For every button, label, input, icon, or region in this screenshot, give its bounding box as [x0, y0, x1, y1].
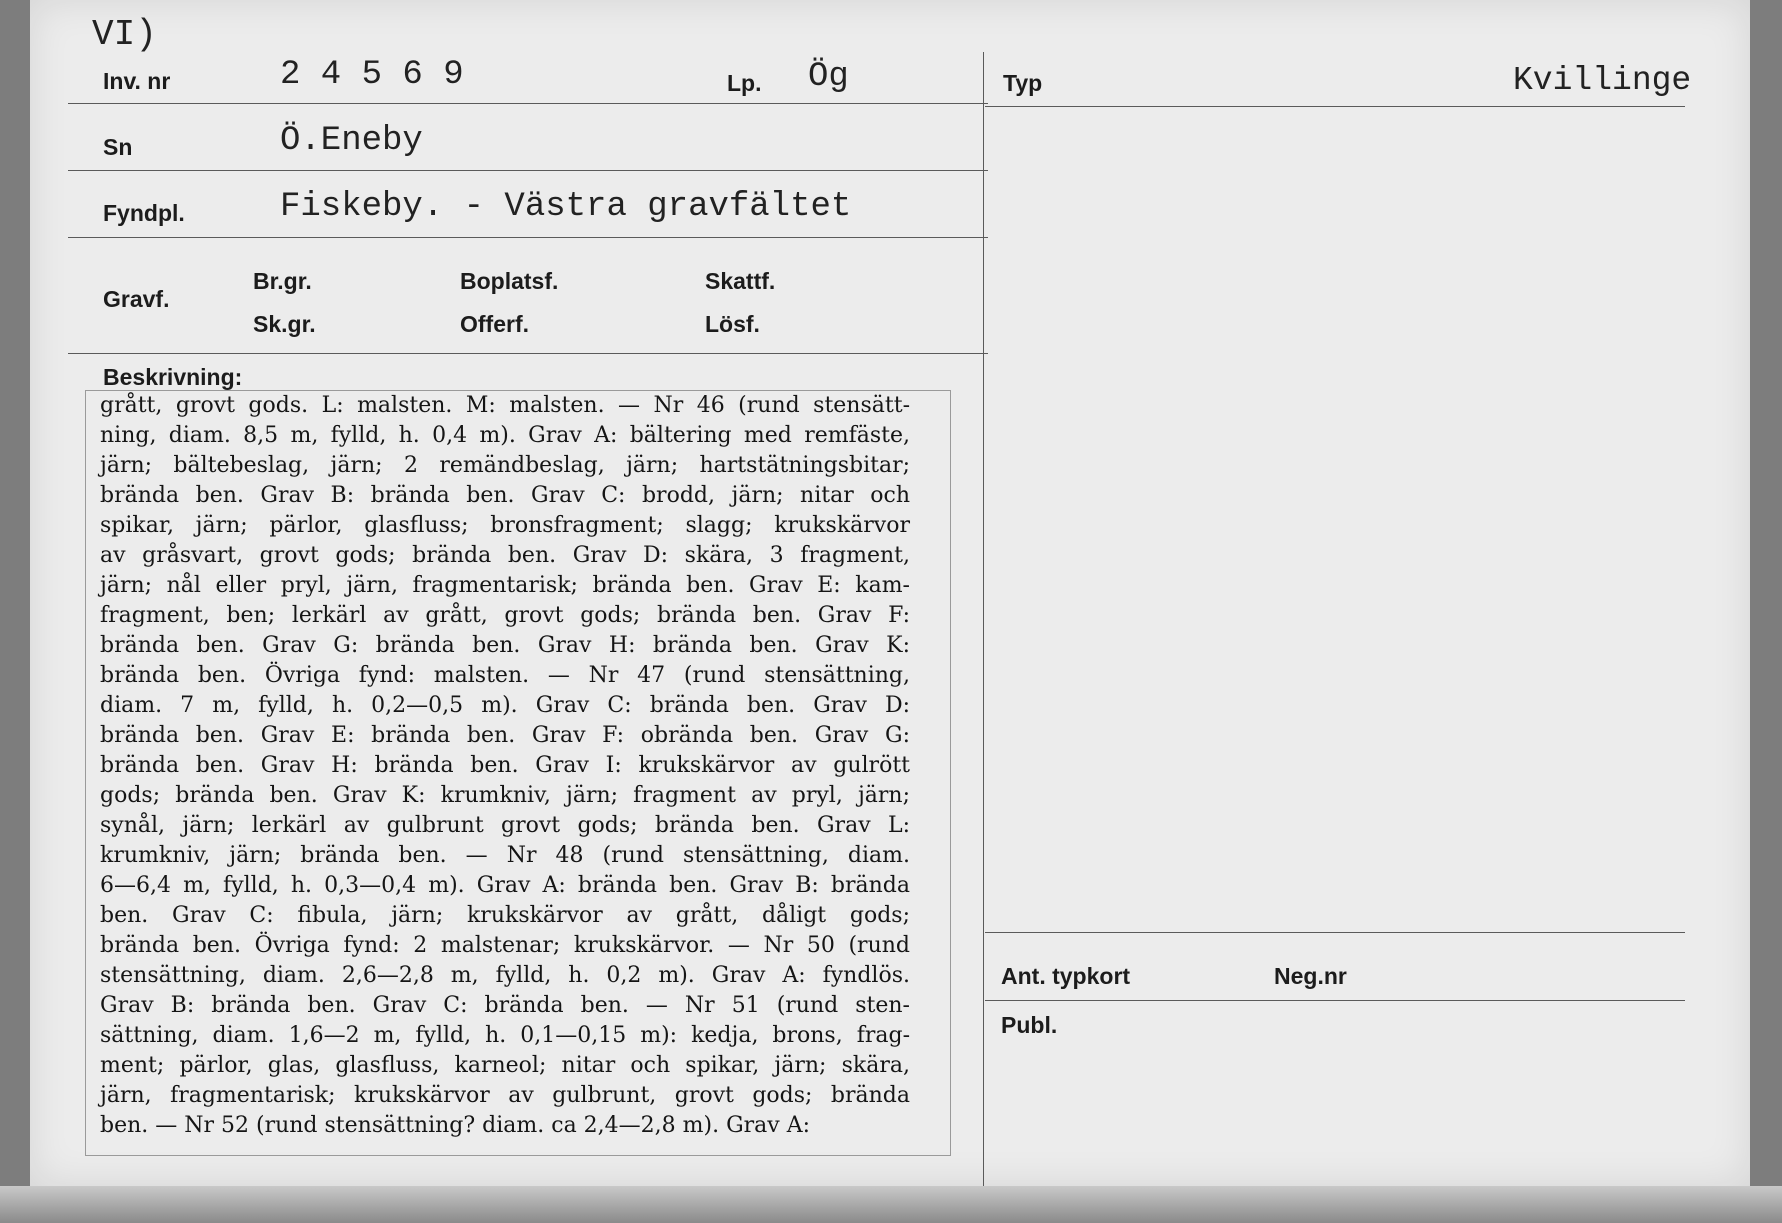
description-line: grått, grovt gods. L: malsten. M: malsten. — Nr 46 (rund stensätt- — [100, 393, 910, 418]
corner-mark: VI) — [92, 14, 157, 55]
description-line: brända ben. Grav E: brända ben. Grav F: obrända ben. Grav G: — [100, 723, 910, 748]
rule-line — [68, 353, 988, 354]
inv-nr-value: 2 4 5 6 9 — [280, 56, 464, 94]
description-line: sättning, diam. 1,6—2 m, fylld, h. 0,1—0,15 m): kedja, brons, frag- — [100, 1023, 910, 1048]
sn-value: Ö.Eneby — [280, 122, 423, 160]
description-line: diam. 7 m, fylld, h. 0,2—0,5 m). Grav C: brända ben. Grav D: — [100, 693, 910, 718]
fyndpl-label: Fyndpl. — [103, 200, 185, 226]
fyndpl-value: Fiskeby. - Västra gravfältet — [280, 188, 852, 226]
description-line: ben. — Nr 52 (rund stensättning? diam. ca 2,4—2,8 m). Grav A: — [100, 1113, 811, 1138]
description-line: synål, järn; lerkärl av gulbrunt grovt gods; brända ben. Grav L: — [100, 813, 910, 838]
description-line: ment; pärlor, glas, glasfluss, karneol; nitar och spikar, järn; skära, — [100, 1053, 910, 1078]
description-line: järn, fragmentarisk; krukskärvor av gulbrunt, grovt gods; brända — [100, 1083, 910, 1108]
lp-value: Ög — [808, 58, 849, 96]
description-line: Grav B: brända ben. Grav C: brända ben. — Nr 51 (rund sten- — [100, 993, 910, 1018]
description-line: brända ben. Övriga fynd: malsten. — Nr 47 (rund stensättning, — [100, 663, 910, 688]
description-line: brända ben. Grav H: brända ben. Grav I: krukskärvor av gulrött — [100, 753, 910, 778]
offerf-label: Offerf. — [460, 311, 529, 337]
description-line: krumkniv, järn; brända ben. — Nr 48 (rund stensättning, diam. — [100, 843, 910, 868]
losf-label: Lösf. — [705, 311, 760, 337]
publ-label: Publ. — [1001, 1012, 1058, 1038]
typ-value: Kvillinge — [1513, 62, 1692, 99]
scan-edge-shadow — [0, 1186, 1782, 1223]
rule-line — [985, 1000, 1685, 1001]
ant-typkort-label: Ant. typkort — [1001, 963, 1131, 989]
skattf-label: Skattf. — [705, 268, 776, 294]
sn-label: Sn — [103, 134, 133, 160]
description-line: av gråsvart, grovt gods; brända ben. Grav D: skära, 3 fragment, — [100, 543, 910, 568]
boplatsf-label: Boplatsf. — [460, 268, 559, 294]
description-line: järn; nål eller pryl, järn, fragmentarisk; brända ben. Grav E: kam- — [100, 573, 910, 598]
inv-nr-label: Inv. nr — [103, 68, 171, 94]
description-line: gods; brända ben. Grav K: krumkniv, järn; fragment av pryl, järn; — [100, 783, 910, 808]
skgr-label: Sk.gr. — [253, 311, 316, 337]
column-divider — [983, 52, 984, 1186]
description-line: brända ben. Grav G: brända ben. Grav H: brända ben. Grav K: — [100, 633, 910, 658]
index-card — [30, 0, 1750, 1186]
rule-line — [68, 103, 988, 104]
rule-line — [68, 237, 988, 238]
description-line: brända ben. Övriga fynd: 2 malstenar; krukskärvor. — Nr 50 (rund — [100, 933, 910, 958]
brgr-label: Br.gr. — [253, 268, 312, 294]
description-line: spikar, järn; pärlor, glasfluss; bronsfragment; slagg; krukskärvor — [100, 513, 910, 538]
description-line: ben. Grav C: fibula, järn; krukskärvor av grått, dåligt gods; — [100, 903, 910, 928]
rule-line — [68, 170, 988, 171]
lp-label: Lp. — [727, 70, 762, 96]
gravf-label: Gravf. — [103, 286, 170, 312]
description-line: järn; bältebeslag, järn; 2 remändbeslag, järn; hartstätningsbitar; — [100, 453, 910, 478]
description-line: ning, diam. 8,5 m, fylld, h. 0,4 m). Grav A: bältering med remfäste, — [100, 423, 910, 448]
neg-nr-label: Neg.nr — [1274, 963, 1347, 989]
beskrivning-label: Beskrivning: — [103, 364, 243, 390]
rule-line — [985, 106, 1685, 107]
description-line: fragment, ben; lerkärl av grått, grovt gods; brända ben. Grav F: — [100, 603, 910, 628]
typ-label: Typ — [1003, 70, 1043, 96]
description-line: brända ben. Grav B: brända ben. Grav C: brodd, järn; nitar och — [100, 483, 910, 508]
rule-line — [985, 932, 1685, 933]
description-text-block — [85, 390, 951, 1156]
description-line: 6—6,4 m, fylld, h. 0,3—0,4 m). Grav A: brända ben. Grav B: brända — [100, 873, 910, 898]
description-line: stensättning, diam. 2,6—2,8 m, fylld, h. 0,2 m). Grav A: fyndlös. — [100, 963, 910, 988]
